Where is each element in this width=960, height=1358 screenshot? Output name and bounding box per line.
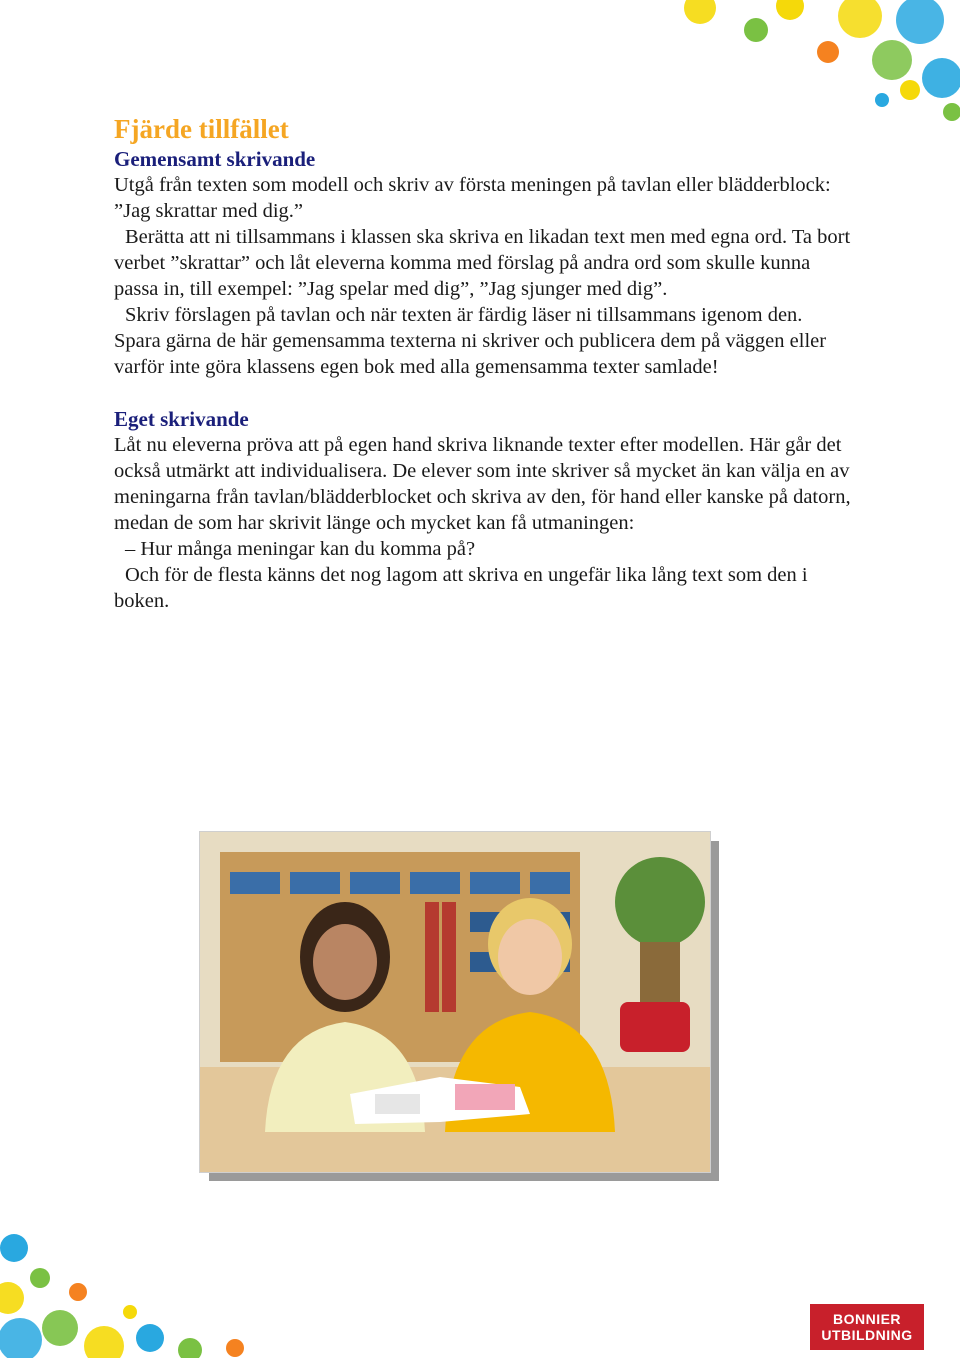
bonnier-utbildning-logo: [810, 1304, 924, 1350]
decorative-dots-bottom: [0, 1228, 260, 1358]
paragraph: Skriv förslagen på tavlan och när texten är färdig läser ni tillsammans igenom den. Spara gärna de här gemensamma texterna ni skriver och publicera dem på väggen eller varför inte göra klassens egen bok med alla gemensamma texter samlade!: [114, 304, 827, 378]
paragraph: Berätta att ni tillsammans i klassen ska skriva en likadan text men med egna ord. Ta bort verbet ”skrattar” och låt eleverna komma med förslag på andra ord som skulle kunna passa in, till exempel: ”Jag spelar med dig”, ”Jag sjunger med dig”.: [114, 226, 851, 300]
logo-line-2: UTBILDNING: [821, 1327, 913, 1343]
decorative-dots-top: [660, 0, 960, 130]
paragraph: Låt nu eleverna pröva att på egen hand skriva liknande texter efter modellen. Här går det också utmärkt att individualisera. De elever som inte skriver så mycket än kan välja en av meningarna från tavlan/blädderblocket och skriva av den, för hand eller kanske på datorn, medan de som har skrivit länge och mycket kan få utmaningen:: [114, 434, 851, 534]
paragraph: Och för de flesta känns det nog lagom att skriva en ungefär lika lång text som den i boken.: [114, 564, 808, 612]
paragraph: Utgå från texten som modell och skriv av första meningen på tavlan eller blädderblock: ”Jag skrattar med dig.”: [114, 174, 831, 222]
logo-line-1: BONNIER: [832, 1311, 902, 1327]
section-title-joint-writing: Gemensamt skrivande: [114, 147, 316, 171]
document-body: [114, 112, 854, 614]
page-heading: Fjärde tillfället: [114, 114, 289, 144]
dialogue-line: – Hur många meningar kan du komma på?: [125, 538, 476, 560]
classroom-photo: [200, 832, 710, 1172]
section-title-own-writing: Eget skrivande: [114, 407, 249, 431]
